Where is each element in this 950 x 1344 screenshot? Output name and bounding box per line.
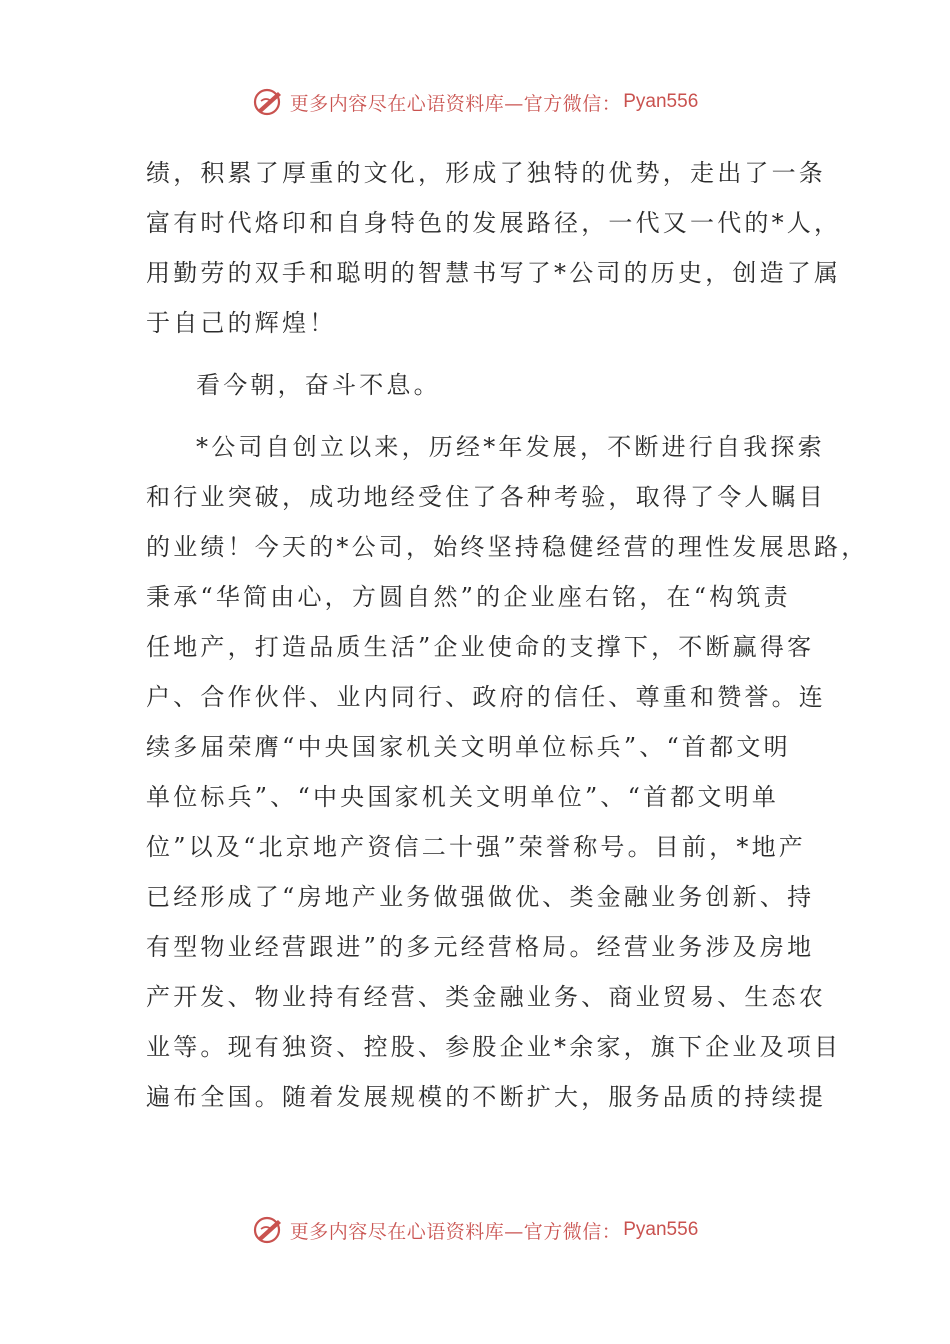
text-line: 有型物业经营跟进”的多元经营格局。经营业务涉及房地 bbox=[146, 933, 815, 961]
header-banner bbox=[0, 82, 950, 122]
paragraph-1 bbox=[146, 148, 842, 348]
paragraph-3 bbox=[146, 422, 869, 1122]
text-line: 遍布全国。随着发展规模的不断扩大，服务品质的持续提 bbox=[146, 1083, 826, 1111]
text-line: 业等。现有独资、控股、参股企业*余家，旗下企业及项目 bbox=[146, 1033, 842, 1061]
paragraph-2 bbox=[146, 360, 806, 410]
footer-banner bbox=[0, 1210, 950, 1250]
pen-logo-icon bbox=[252, 85, 286, 119]
text-line: 富有时代烙印和自身特色的发展路径，一代又一代的*人， bbox=[146, 209, 842, 237]
text-line: 用勤劳的双手和聪明的智慧书写了*公司的历史，创造了属 bbox=[146, 259, 842, 287]
text-line: 于自己的辉煌！ bbox=[146, 309, 337, 337]
text-line: *公司自创立以来，历经*年发展，不断进行自我探索 bbox=[196, 433, 825, 461]
text-line: 续多届荣膺“中央国家机关文明单位标兵”、“首都文明 bbox=[146, 733, 791, 761]
text-line: 看今朝，奋斗不息。 bbox=[196, 371, 441, 399]
pen-logo-icon bbox=[252, 1213, 286, 1247]
text-line: 绩，积累了厚重的文化，形成了独特的优势，走出了一条 bbox=[146, 159, 826, 187]
text-line: 的业绩！今天的*公司，始终坚持稳健经营的理性发展思路， bbox=[146, 533, 869, 561]
text-line: 户、合作伙伴、业内同行、政府的信任、尊重和赞誉。连 bbox=[146, 683, 826, 711]
document-body bbox=[146, 148, 869, 1122]
text-line: 位”以及“北京地产资信二十强”荣誉称号。目前，*地产 bbox=[146, 833, 807, 861]
header-banner-text: 更多内容尽在心语资料库—官方微信： bbox=[289, 92, 622, 115]
header-wechat-handle: Pyan556 bbox=[623, 91, 699, 112]
text-line: 和行业突破，成功地经受住了各种考验，取得了令人瞩目 bbox=[146, 483, 826, 511]
footer-wechat-handle: Pyan556 bbox=[623, 1219, 699, 1240]
text-line: 秉承“华简由心，方圆自然”的企业座右铭，在“构筑责 bbox=[146, 583, 791, 611]
footer-banner-text: 更多内容尽在心语资料库—官方微信： bbox=[289, 1220, 622, 1243]
text-line: 产开发、物业持有经营、类金融业务、商业贸易、生态农 bbox=[146, 983, 826, 1011]
text-line: 已经形成了“房地产业务做强做优、类金融业务创新、持 bbox=[146, 883, 815, 911]
text-line: 单位标兵”、“中央国家机关文明单位”、“首都文明单 bbox=[146, 783, 780, 811]
text-line: 任地产，打造品质生活”企业使命的支撑下，不断赢得客 bbox=[146, 633, 815, 661]
